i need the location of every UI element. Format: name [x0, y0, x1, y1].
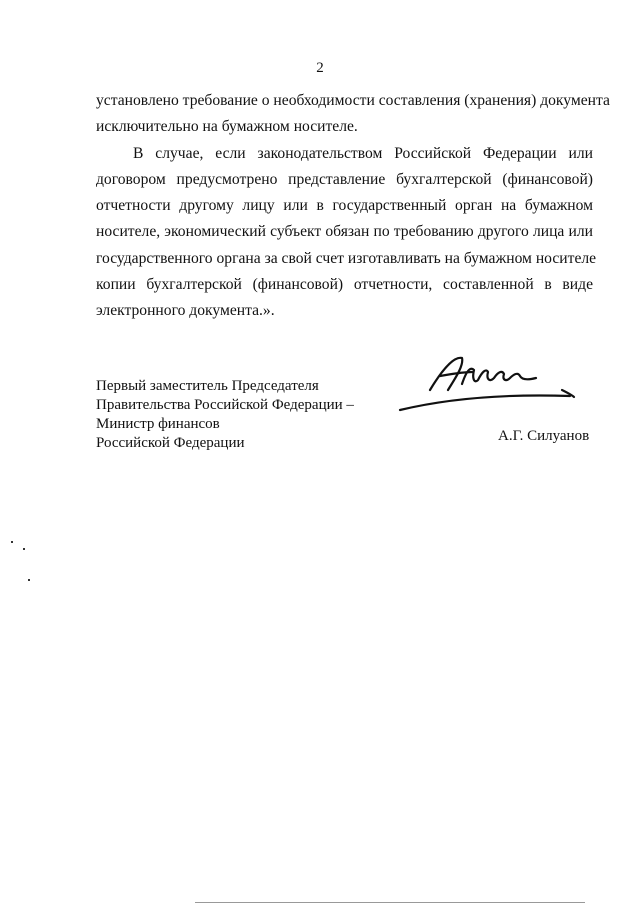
- text-line: отчетности другому лицу или в государственный орган на бумажном: [96, 197, 593, 215]
- text-line: носителе, экономический субъект обязан по требованию другого лица или: [96, 223, 593, 241]
- page-edge-line: [195, 902, 585, 903]
- scan-speck: [28, 579, 30, 581]
- signatory-title-line: Российской Федерации: [96, 435, 245, 451]
- signatory-title: [96, 377, 354, 453]
- signatory-title-line: Правительства Российской Федерации –: [96, 397, 354, 413]
- text-line: В случае, если законодательством Российской Федерации или: [133, 144, 593, 162]
- text-line: копии бухгалтерской (финансовой) отчетности, составленной в виде: [96, 276, 593, 294]
- text-line: исключительно на бумажном носителе.: [96, 118, 358, 136]
- text-line: договором предусмотрено представление бухгалтерской (финансовой): [96, 170, 593, 188]
- text-line: установлено требование о необходимости составления (хранения) документа: [96, 92, 610, 109]
- scan-speck: [11, 541, 13, 543]
- body-text: [96, 88, 610, 325]
- handwritten-signature: [390, 350, 580, 420]
- page-number: 2: [316, 60, 324, 76]
- text-line: электронного документа.».: [96, 302, 275, 320]
- signatory-title-line: Министр финансов: [96, 416, 220, 432]
- signatory-title-line: Первый заместитель Председателя: [96, 378, 319, 394]
- signatory-name: А.Г. Силуанов: [498, 428, 590, 444]
- text-line: государственного органа за свой счет изготавливать на бумажном носителе: [96, 249, 597, 267]
- scan-speck: [23, 548, 25, 550]
